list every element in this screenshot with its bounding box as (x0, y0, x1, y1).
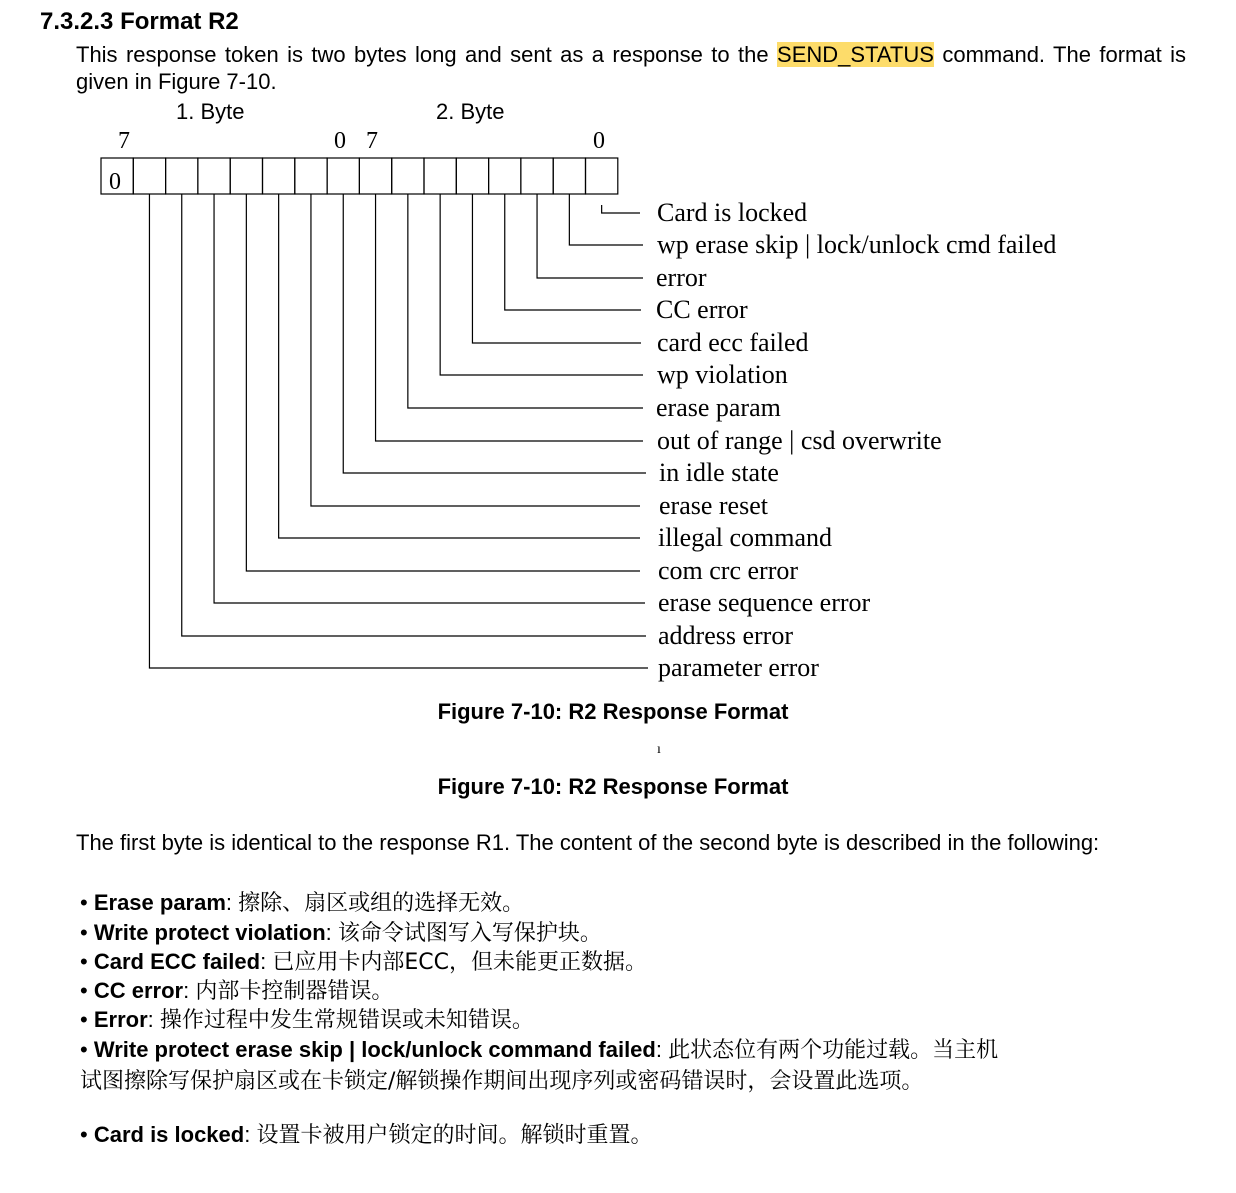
field-label: error (656, 263, 707, 292)
figure-caption-2: Figure 7-10: R2 Response Format (437, 774, 789, 799)
bullet-term: Card is locked (93, 1122, 245, 1147)
bullet-item (80, 1118, 652, 1149)
field-connector (149, 194, 648, 668)
bullet-separator: : (183, 978, 196, 1003)
bit-cell (586, 158, 618, 194)
send-status-highlight: SEND_STATUS (777, 42, 934, 67)
bullet-item (80, 974, 393, 1005)
field-connector (311, 194, 640, 506)
field-connector (472, 194, 641, 343)
bit-cell (198, 158, 230, 194)
bit-cell (456, 158, 488, 194)
section-heading: 7.3.2.3 Format R2 (40, 8, 239, 35)
bullet-dot: • (80, 949, 94, 974)
bit-cell (327, 158, 359, 194)
field-connector (246, 194, 640, 571)
bullet-separator: : (325, 920, 338, 945)
field-label: erase param (656, 393, 781, 422)
bit0-byte1: 0 (334, 128, 346, 154)
bit7-byte1: 7 (118, 128, 130, 154)
field-label: illegal command (658, 523, 833, 552)
field-connector (343, 194, 646, 473)
first-bit-value: 0 (109, 169, 121, 195)
bullet-dot: • (80, 1037, 94, 1062)
bit-cell (553, 158, 585, 194)
bit-cell (521, 158, 553, 194)
intro-text-after: command. The format is given in Figure 7-10. (76, 42, 1187, 94)
field-label: CC error (656, 295, 748, 324)
field-connector-lines (149, 194, 1056, 682)
bullet-text: 已应用卡内部ECC，但未能更正数据。 (272, 950, 647, 975)
bullet-separator: : (244, 1122, 257, 1147)
bullet-term: Erase param (93, 890, 226, 915)
bullet-dot: • (80, 920, 94, 945)
bullet-separator: : (225, 890, 239, 915)
field-label: out of range | csd overwrite (657, 426, 942, 455)
intro-text-before: This response token is two bytes long and sent as a response to the (76, 42, 778, 67)
byte1-label: 1. Byte (176, 99, 245, 124)
figure-caption-1: Figure 7-10: R2 Response Format (437, 699, 789, 724)
field-label: erase reset (659, 491, 768, 520)
bullet-dot: • (80, 890, 94, 915)
description-paragraph: The first byte is identical to the response R1. The content of the second byte is described in the following: (76, 830, 1100, 855)
bullet-dot: • (80, 1122, 94, 1147)
bullet-term: Card ECC failed (93, 949, 261, 974)
byte2-label: 2. Byte (436, 99, 505, 124)
field-connector (440, 194, 643, 375)
field-label: in idle state (659, 458, 779, 487)
bit7-byte2: 7 (366, 128, 378, 154)
bullet-term: Write protect erase skip | lock/unlock command failed (93, 1037, 656, 1062)
bit-cell (489, 158, 521, 194)
field-connector (537, 194, 643, 278)
bit-cell (295, 158, 327, 194)
bullet-item (80, 916, 602, 947)
bullet-term: Write protect violation (93, 920, 326, 945)
field-connector (602, 205, 640, 213)
field-label: wp violation (657, 360, 788, 389)
bullet-term: Error (93, 1007, 148, 1032)
bit-cell (392, 158, 424, 194)
bullet-item (80, 945, 647, 976)
bit-cell (424, 158, 456, 194)
bullet-text: 此状态位有两个功能过载。当主机 (668, 1038, 999, 1063)
field-connector (376, 194, 643, 441)
bullet-text: 操作过程中发生常规错误或未知错误。 (159, 1008, 534, 1033)
bit-cells (101, 158, 618, 194)
bit-cell (359, 158, 391, 194)
bullet-continuation: 试图擦除写保护扇区或在卡锁定/解锁操作期间出现序列或密码错误时，会设置此选项。 (80, 1069, 924, 1094)
bullet-text: 设置卡被用户锁定的时间。解锁时重置。 (256, 1123, 653, 1148)
bit-cell (263, 158, 295, 194)
bullet-text: 内部卡控制器错误。 (195, 979, 394, 1004)
field-label: card ecc failed (657, 328, 809, 357)
bullet-item (80, 886, 524, 917)
bullet-text: 该命令试图写入写保护块。 (337, 921, 602, 946)
bullet-dot: • (80, 978, 94, 1003)
field-label: wp erase skip | lock/unlock cmd failed (657, 230, 1057, 259)
field-label: address error (658, 621, 793, 650)
field-connector (505, 194, 641, 310)
bullet-separator: : (655, 1037, 669, 1062)
field-connector (182, 194, 646, 636)
bit-cell (230, 158, 262, 194)
field-connector (569, 194, 643, 245)
bit-cell (166, 158, 198, 194)
stray-mark: ı (657, 742, 661, 757)
field-label: com crc error (658, 556, 799, 585)
bullet-dot: • (80, 1007, 94, 1032)
bit0-byte2: 0 (593, 128, 605, 154)
field-connector (408, 194, 643, 408)
bullet-separator: : (147, 1007, 160, 1032)
bullet-term: CC error (93, 978, 184, 1003)
bullet-separator: : (260, 949, 273, 974)
bullet-item (80, 1003, 534, 1034)
bit-cell (133, 158, 165, 194)
bullet-text: 擦除、扇区或组的选择无效。 (238, 891, 525, 916)
field-label: Card is locked (657, 198, 808, 227)
bullet-item (80, 1033, 998, 1064)
field-label: parameter error (658, 653, 819, 682)
field-label: erase sequence error (658, 588, 871, 617)
